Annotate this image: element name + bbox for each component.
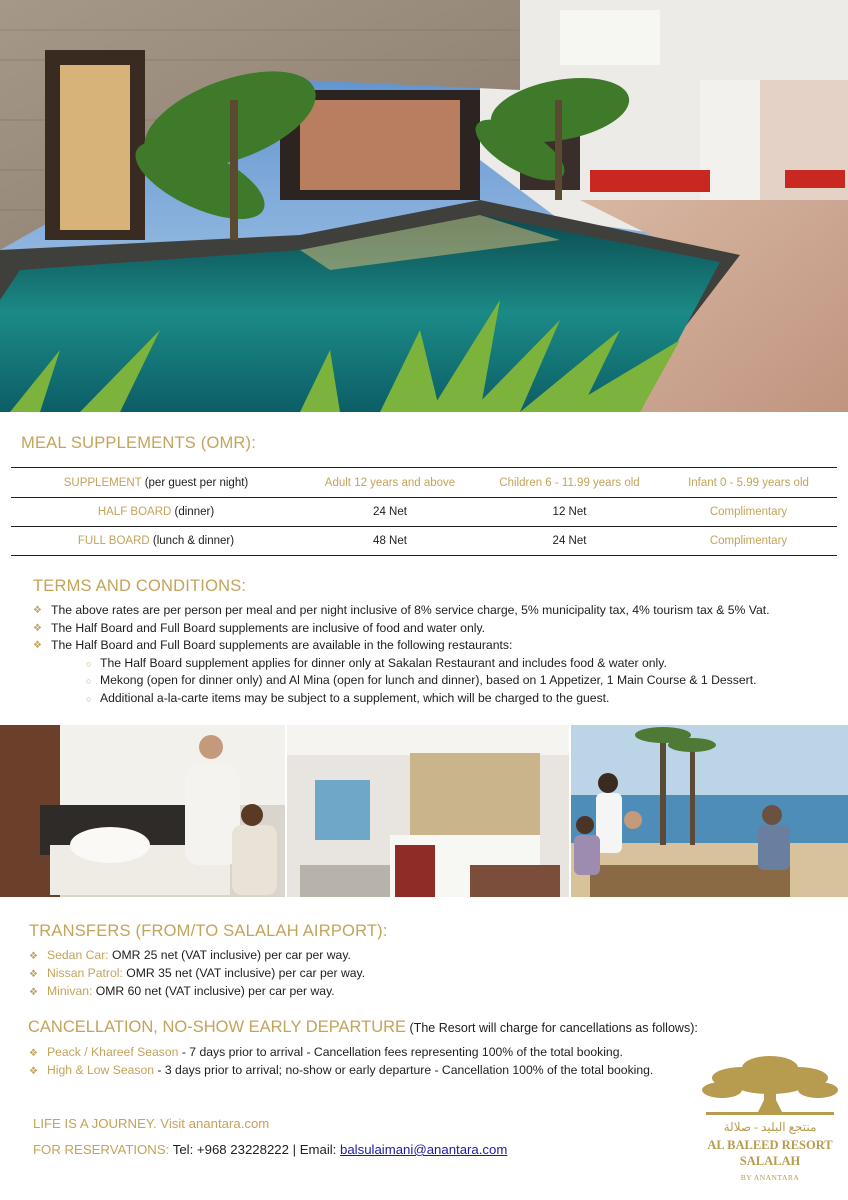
list-item: ❖ Peack / Khareef Season - 7 days prior to arrival - Cancellation fees representing 100% of the total booking. (29, 1044, 653, 1062)
row-adult: 24 Net (373, 506, 407, 518)
hero-photo-pool-villa (0, 0, 848, 412)
logo-city-name: SALALAH (739, 1154, 801, 1168)
circle-bullet-icon: ○ (86, 676, 92, 687)
cancellation-heading: CANCELLATION, NO-SHOW EARLY DEPARTURE (The Resort will charge for cancellations as follows): (28, 1018, 698, 1036)
diamond-bullet-icon: ❖ (29, 969, 38, 980)
cancellation-list (29, 1044, 653, 1080)
photo-gallery (0, 725, 848, 897)
table-header-row (11, 468, 837, 498)
row-name: FULL BOARD (lunch & dinner) (77, 535, 235, 547)
row-adult: 48 Net (373, 535, 407, 547)
diamond-bullet-icon: ❖ (33, 640, 42, 652)
tagline: LIFE IS A JOURNEY. Visit anantara.com (33, 1116, 270, 1131)
list-item: ❖ Minivan: OMR 60 net (VAT inclusive) per car per way. (29, 983, 365, 1001)
logo-resort-name: AL BALEED RESORT (707, 1138, 833, 1152)
diamond-bullet-icon: ❖ (33, 622, 42, 634)
row-children: 12 Net (552, 506, 587, 518)
table-row (11, 527, 837, 556)
header-children: Children 6 - 11.99 years old (479, 468, 660, 498)
terms-list (33, 602, 843, 708)
beach-dining-photo (571, 725, 848, 897)
row-infant: Complimentary (709, 535, 788, 547)
list-item: ❖ The Half Board and Full Board supplements are inclusive of food and water only. (33, 620, 843, 638)
circle-bullet-icon: ○ (86, 693, 92, 704)
reservations-line: FOR RESERVATIONS: Tel: +968 23228222 | Email: balsulaimani@anantara.com (33, 1142, 508, 1157)
meal-supplements-table (11, 467, 837, 556)
transfers-heading: TRANSFERS (FROM/TO SALALAH AIRPORT): (29, 922, 388, 940)
terms-heading: TERMS AND CONDITIONS: (33, 577, 247, 595)
email-link[interactable]: balsulaimani@anantara.com (340, 1142, 508, 1157)
logo-brand: BY ANANTARA (740, 1173, 800, 1182)
spa-photo (0, 725, 285, 897)
transfers-list (29, 947, 365, 1001)
meal-supplements-heading: MEAL SUPPLEMENTS (OMR): (21, 434, 257, 452)
circle-bullet-icon: ○ (86, 658, 92, 669)
row-infant: Complimentary (709, 506, 788, 518)
list-item: ❖ Sedan Car: OMR 25 net (VAT inclusive) per car per way. (29, 947, 365, 965)
list-item: ❖ High & Low Season - 3 days prior to arrival; no-show or early departure - Cancellation 100% of the total booking. (29, 1062, 653, 1080)
sub-list-item: ○ Additional a-la-carte items may be subject to a supplement, which will be charged to the guest. (33, 690, 843, 708)
header-supplement: SUPPLEMENT (per guest per night) (11, 468, 301, 498)
row-name: HALF BOARD (dinner) (97, 506, 215, 518)
diamond-bullet-icon: ❖ (29, 987, 38, 998)
diamond-bullet-icon: ❖ (29, 1048, 38, 1059)
list-item: ❖ Nissan Patrol: OMR 35 net (VAT inclusive) per car per way. (29, 965, 365, 983)
header-infant: Infant 0 - 5.99 years old (660, 468, 837, 498)
list-item: ❖ The above rates are per person per meal and per night inclusive of 8% service charge, 5% municipality tax, 4% tourism tax & 5% Vat. (33, 602, 843, 620)
header-adult: Adult 12 years and above (301, 468, 479, 498)
list-item: ❖ The Half Board and Full Board supplements are available in the following restaurants: (33, 637, 843, 655)
guest-room-photo (287, 725, 569, 897)
logo-arabic-name: منتجع البليد - صلالة (723, 1120, 817, 1134)
diamond-bullet-icon: ❖ (29, 1066, 38, 1077)
diamond-bullet-icon: ❖ (33, 605, 42, 616)
table-row (11, 498, 837, 527)
diamond-bullet-icon: ❖ (29, 951, 38, 962)
sub-list-item: ○ Mekong (open for dinner only) and Al Mina (open for lunch and dinner), based on 1 Appetizer, 1 Main Course & 1 Dessert. (33, 672, 843, 690)
row-children: 24 Net (552, 535, 587, 547)
sub-list-item: ○ The Half Board supplement applies for dinner only at Sakalan Restaurant and includes food & water only. (33, 655, 843, 673)
